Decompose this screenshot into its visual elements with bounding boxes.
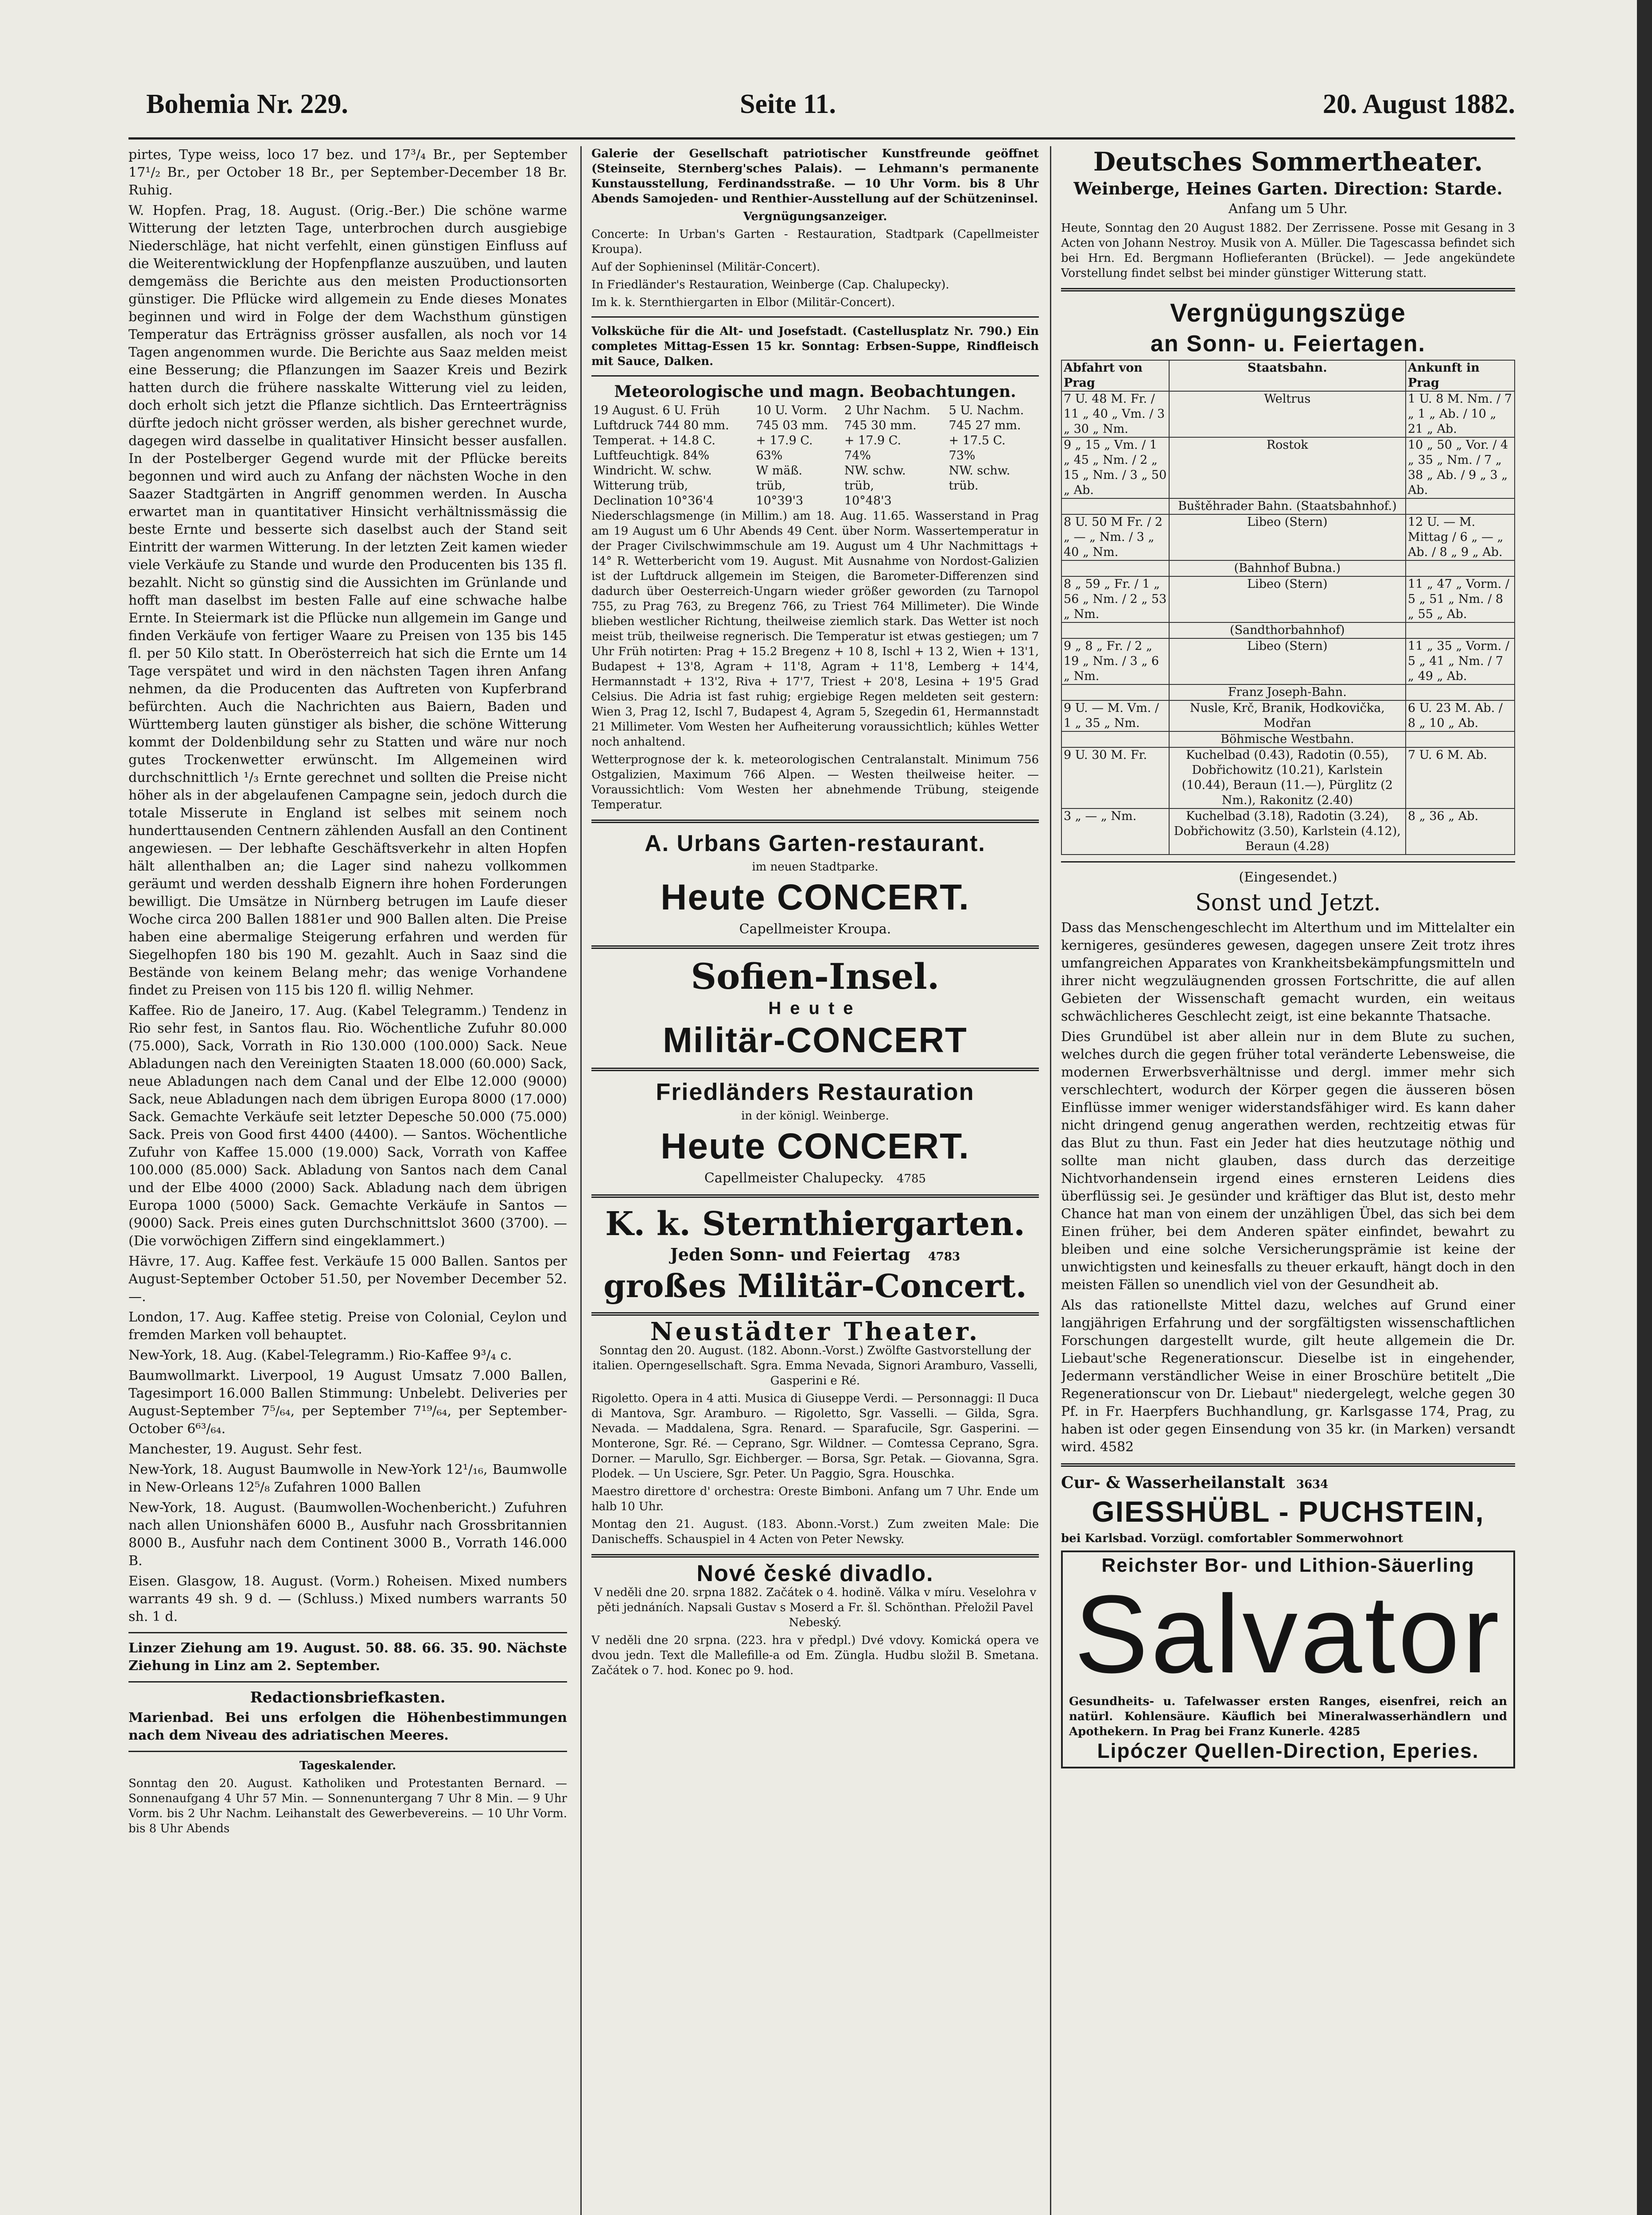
meteo-cell: 5 U. Nachm. [948, 404, 1024, 417]
divider [591, 945, 1039, 949]
article-paragraph: New-York, 18. Aug. (Kabel-Telegramm.) Rio-Kaffee 9³/₄ c. [128, 1348, 512, 1363]
meteo-cell: W mäß. [756, 464, 803, 478]
timetable-cell: 7 U. 6 M. Ab. [1406, 747, 1515, 808]
galerie-notice: Galerie der Gesellschaft patriotischer Kunstfreunde geöffnet (Steinseite, Sternberg'sches Palais). — Lehmann's permanente Kunstausstellung, Ferdinandsstraße. — 10 Uhr Vorm. bis 8 Uhr Abends Samojeden- und Renthier-Ausstellung auf der Schützeninsel. [591, 147, 1039, 206]
divider [1061, 861, 1515, 863]
ad-friedlaender-title: Friedländers Restauration [656, 1079, 975, 1105]
timetable-cell [1061, 498, 1169, 514]
meteo-cell: trüb, [756, 479, 786, 493]
ad-giesshuebl-sub: bei Karlsbad. Vorzügl. comfortabler Sommerwohnort [1061, 1532, 1403, 1545]
ad-giesshuebl: GIESSHÜBL - PUCHSTEIN, [1092, 1495, 1485, 1528]
nove-divadlo-title: Nové české divadlo. [696, 1561, 934, 1586]
ad-friedlaender-sub: in der königl. Weinberge. [741, 1109, 889, 1123]
timetable-cell [1061, 622, 1169, 638]
meteo-cell: 745 27 mm. [948, 419, 1021, 432]
timetable-row [1061, 622, 1515, 638]
meteo-cell: 63% [756, 449, 783, 462]
timetable-row [1061, 576, 1515, 622]
header-page-number: Seite 11. [740, 89, 836, 119]
meteo-cell: + 17.9 C. [844, 434, 902, 447]
salvator-text: Gesundheits- u. Tafelwasser ersten Ranges, eisenfrei, reich an natürl. Kohlensäure. Käuflich bei Mineralwasserhändlern und Apothekern. In Prag bei Franz Kunerle. 4285 [1069, 1695, 1507, 1738]
meteo-row [591, 418, 1039, 433]
article-paragraph: London, 17. Aug. Kaffee stetig. Preise von Colonial, Ceylon und fremden Marken voll behauptet. [128, 1310, 567, 1343]
divider [591, 1312, 1039, 1316]
timetable-cell [1061, 684, 1169, 700]
article-paragraph: pirtes, Type weiss, loco 17 bez. und 17³/₄ Br., per September 17¹/₂ Br., per October 18 Br., per September-December 18 Br. Ruhig. [128, 147, 567, 198]
column-divider [580, 146, 582, 2215]
timetable-cell: 9 „ 8 „ Fr. / 2 „ 19 „ Nm. / 3 „ 6 „ Nm. [1061, 638, 1169, 684]
timetable-cell: Libeo (Stern) [1169, 576, 1406, 622]
ad-sofien-title: Sofien-Insel. [691, 956, 940, 997]
ad-friedlaender-capellmeister: Capellmeister Chalupecky. 4785 [704, 1170, 926, 1186]
linzer-lottery: Linzer Ziehung am 19. August. 50. 88. 66. 35. 90. Nächste Ziehung in Linz am 2. September. [128, 1640, 567, 1674]
newspaper-page [128, 80, 1515, 2215]
column-divider [1050, 146, 1051, 2215]
header-rule [128, 137, 1515, 140]
timetable-row [1061, 700, 1515, 731]
meteo-cell: 73% [948, 449, 976, 462]
sommertheater-sub: Weinberge, Heines Garten. Direction: Starde. [1073, 179, 1503, 198]
timetable-cell: 1 U. 8 M. Nm. / 7 „ 1 „ Ab. / 10 „ 21 „ Ab. [1406, 391, 1515, 437]
column-market-reports [128, 146, 567, 2215]
timetable-cell: 11 „ 47 „ Vorm. / 5 „ 51 „ Nm. / 8 „ 55 „ Ab. [1406, 576, 1515, 622]
meteo-cell: 745 30 mm. [844, 419, 917, 432]
ad-sternthiergarten-concert: großes Militär-Concert. [603, 1267, 1027, 1305]
ad-cur-title: Cur- & Wasserheilanstalt 3634 [1061, 1473, 1329, 1492]
page-edge-shadow [1637, 0, 1652, 2215]
timetable-header: Ankunft in Prag [1406, 360, 1515, 391]
meteo-row [591, 494, 1039, 509]
section-title: Meteorologische und magn. Beobachtungen. [614, 382, 1016, 401]
meteo-cell: 74% [844, 449, 871, 462]
ad-sofien-concert: Militär-CONCERT [663, 1020, 968, 1060]
train-timetable [1061, 360, 1515, 855]
meteo-row [591, 433, 1039, 448]
timetable-row [1061, 684, 1515, 700]
article-iron: Eisen. Glasgow, 18. August. (Vorm.) Roheisen. Mixed numbers warrants 49 sh. 9 d. — (Schluss.) Mixed numbers warrants 50 sh. 1 d. [128, 1574, 567, 1624]
timetable-cell: 6 U. 23 M. Ab. / 8 „ 10 „ Ab. [1406, 700, 1515, 731]
timetable-row [1061, 514, 1515, 560]
sonst-und-jetzt-title: Sonst und Jetzt. [1195, 890, 1381, 916]
timetable-cell: Nusle, Krč, Branik, Hodkovička, Modřan [1169, 700, 1406, 731]
neustaedter-theater-title: Neustädter Theater. [650, 1317, 980, 1346]
concert-listing: Auf der Sophieninsel (Militär-Concert). [591, 260, 820, 274]
nove-divadlo-program: V neděli dne 20 srpna. (223. hra v předpl.) Dvé vdovy. Komická opera ve dvou jedn. Text dle Mallefille-a od Em. Züngla. Hudbu složil B. Smetana. Začátek o 7. hod. Konec po 9. hod. [591, 1634, 1039, 1677]
theater-cast: Rigoletto. Opera in 4 atti. Musica di Giuseppe Verdi. — Personnaggi: Il Duca di Mantova, Sgr. Aramburo. — Rigoletto, Sgr. Vasselli. — Gilda, Sgra. Nevada. — Maddalena, Sgra. Renard. — Sparafucile, Sgr. Gasperini. — Monterone, Sgr. Ré. — Ceprano, Sgr. Wildner. — Comtessa Ceprano, Sgra. Dorner. — Marullo, Sgr. Eichberger. — Borsa, Sgr. Petak. — Giovanna, Sgra. Plodek. — Un Usciere, Sgr. Peter. Un Paggio, Sgra. Houschka. [591, 1392, 1039, 1481]
article-paragraph: New-York, 18. August. (Baumwollen-Wochenbericht.) Zufuhren nach allen Unionshäfen 6000 B., Ausfuhr nach Grossbritannien 8000 B., Ausfuhr nach dem Continent 3000 B., Vorrath 146.000 B. [128, 1500, 567, 1569]
timetable-cell: Libeo (Stern) [1169, 638, 1406, 684]
timetable-row [1061, 638, 1515, 684]
meteo-cell: Luftdruck 744 80 mm. [593, 419, 729, 432]
timetable-cell: (Bahnhof Bubna.) [1169, 560, 1406, 576]
meteo-row [591, 448, 1039, 463]
meteo-cell: + 17.9 C. [756, 434, 813, 447]
meteo-row [591, 478, 1039, 494]
meteo-cell: Windricht. W. schw. [593, 464, 712, 478]
meteo-cell: NW. schw. [948, 464, 1011, 478]
salvator-tagline: Reichster Bor- und Lithion-Säuerling [1101, 1554, 1475, 1576]
timetable-cell: 9 U. — M. Vm. / 1 „ 35 „ Nm. [1061, 700, 1169, 731]
meteo-row [591, 463, 1039, 478]
timetable-cell: 11 „ 35 „ Vorm. / 5 „ 41 „ Nm. / 7 „ 49 „ Ab. [1406, 638, 1515, 684]
timetable-cell: 9 „ 15 „ Vm. / 1 „ 45 „ Nm. / 2 „ 15 „ Nm. / 3 „ 50 „ Ab. [1061, 437, 1169, 498]
redaction-note: Marienbad. Bei uns erfolgen die Höhenbestimmungen nach dem Niveau des adriatischen Meeres. [128, 1710, 567, 1743]
timetable-cell: 10 „ 50 „ Vor. / 4 „ 35 „ Nm. / 7 „ 38 „ Ab. / 9 „ 3 „ Ab. [1406, 437, 1515, 498]
calendar-text: Sonntag den 20. August. Katholiken und Protestanten Bernard. — Sonnenaufgang 4 Uhr 57 Min. — Sonnenuntergang 7 Uhr 8 Min. — 9 Uhr Vorm. bis 2 Uhr Nachm. Leihanstalt des Gewerbevereins. — 10 Uhr Vorm. bis 8 Uhr Abends [128, 1777, 567, 1835]
divider [128, 1681, 567, 1683]
ad-urban-title: A. Urbans Garten-restaurant. [645, 831, 986, 856]
section-title: Redactionsbriefkasten. [250, 1689, 446, 1706]
article-cotton: Baumwollmarkt. Liverpool, 19 August Umsatz 7.000 Ballen, Tagesimport 16.000 Ballen Stimmung: Unbelebt. Deliveries per August-September 7⁵/₆₄, per September 7¹⁹/₆₄, per September-October 6⁶³/₆₄. [128, 1368, 567, 1437]
meteo-cell: NW. schw. [844, 464, 906, 478]
timetable-row [1061, 731, 1515, 747]
divider [591, 1554, 1039, 1558]
timetable-cell: 8 U. 50 M Fr. / 2 „ — „ Nm. / 3 „ 40 „ Nm. [1061, 514, 1169, 560]
divider [1061, 288, 1515, 291]
article-coffee: Kaffee. Rio de Janeiro, 17. Aug. (Kabel Telegramm.) Tendenz in Rio sehr fest, in Santos flau. Rio. Wöchentliche Zufuhr 80.000 (75.000), Sack, Vorrath in Rio 130.000 (100.000) Sack. Neue Abladungen nach den Vereinigten Staaten 18.000 (60.000) Sack, neue Abladungen nach dem Canal und der Elbe 12.000 (9000) Sack, neue Abladungen nach dem übrigen Europa 8000 (17.000) Sack. Gemachte Verkäufe seit letzter Depesche 50.000 (75.000) Sack. Preis von Good first 4400 (4400). — Santos. Wöchentliche Zufuhr von Kaffee 15.000 (19.000) Sack, Vorrath von Kaffee 100.000 (85.000) Sack. Abladung von Santos nach dem Canal und der Elbe 4000 (2000) Sack. Abladung nach dem übrigen Europa 1000 (5000) Sack. Gemachte Verkäufe in Santos — (9000) Sack. Preis eines guten Durchschnittslot 3600 (3700). — (Die vorwöchigen Ziffern sind eingeklammert.) [128, 1003, 567, 1249]
timetable-row [1061, 808, 1515, 855]
article-paragraph: Dass das Menschengeschlecht im Alterthum und im Mittelalter ein kernigeres, gesünderes gewesen, dagegen unsere Zeit trotz ihres umfangreichen Apparates von Krankheitsbekämpfungsmitteln und ihrer nicht wegzuläugnenden grossen Fortschritte, die auf allen Gebieten der Wissenschaft gemacht wurden, ein weitaus schwächlicheres Geschlecht zeigt, ist eine bekannte Thatsache. [1061, 920, 1515, 1024]
salvator-footer: Lipóczer Quellen-Direction, Eperies. [1097, 1739, 1479, 1762]
timetable-cell: 9 U. 30 M. Fr. [1061, 747, 1169, 808]
timetable-cell: Rostok [1169, 437, 1406, 498]
timetable-cell [1406, 731, 1515, 747]
header-date: 20. August 1882. [1322, 89, 1515, 119]
meteo-cell: Witterung trüb, [593, 479, 688, 493]
meteo-cell: 10 U. Vorm. [756, 404, 828, 417]
timetable-cell: 3 „ — „ Nm. [1061, 808, 1169, 855]
timetable-row [1061, 391, 1515, 437]
volkskueche-notice: Volksküche für die Alt- und Josefstadt. (Castellusplatz Nr. 790.) Ein completes Mittag-Essen 15 kr. Sonntag: Erbsen-Suppe, Rindfleisch mit Sauce, Dalken. [591, 325, 1039, 368]
page-header [128, 89, 1515, 133]
sommertheater-title: Deutsches Sommertheater. [1093, 147, 1483, 177]
meteo-report: Niederschlagsmenge (in Millim.) am 18. Aug. 11.65. Wasserstand in Prag am 19 August um 6 Uhr Abends 49 Cent. über Norm. Wassertemperatur in der Prager Civilschwimmschule am 19. August um 4 Uhr Nachmittags + 14° R. Wetterbericht vom 19. August. Mit Ausnahme von Nordost-Galizien ist der Luftdruck allgemein im Steigen, die Barometer-Differenzen sind dadurch über Oesterreich-Ungarn wieder größer geworden (zu Tarnopol 755, zu Prag 763, zu Bregenz 766, zu Triest 764 Millimeter). Die Winde blieben westlicher Richtung, theilweise ziemlich stark. Das Wetter ist noch meist trüb, theilweise regnerisch. Die Temperatur ist etwas gestiegen; um 7 Uhr Früh notirten: Prag + 15.2 Bregenz + 10 8, Ischl + 13 2, Wien + 13'1, Budapest + 13'8, Agram + 11'8, Agram + 11'8, Lemberg + 14'4, Hermannstadt + 13'2, Riva + 17'7, Triest + 20'8, Lesina + 19'5 Grad Celsius. Die Adria ist fast ruhig; ergiebige Regen meldeten seit gestern: Wien 3, Prag 12, Ischl 7, Budapest 4, Agram 5, Szegedin 61, Hermannstadt 21 Millimeter. Vom Westen her Aufheiterung voraussichtlich; kühles Wetter noch anhaltend. [591, 509, 1039, 749]
concert-listing: In Friedländer's Restauration, Weinberge (Cap. Chalupecky). [591, 278, 949, 291]
weather-forecast: Wetterprognose der k. k. meteorologischen Centralanstalt. Minimum 756 Ostgalizien, Maximum 766 Alpen. — Westen theilweise heiter. — Voraussichtlich: Vom Westen her abnehmende Trübung, steigende Temperatur. [591, 753, 1039, 812]
ad-sternthiergarten-sub: Jeden Sonn- und Feiertag 4783 [670, 1244, 960, 1264]
timetable-cell [1406, 622, 1515, 638]
timetable-row [1061, 747, 1515, 808]
eingesendet-label: (Eingesendet.) [1239, 870, 1337, 885]
sommertheater-anfang: Anfang um 5 Uhr. [1228, 201, 1348, 217]
timetable-cell: Böhmische Westbahn. [1169, 731, 1406, 747]
meteo-cell: Temperat. + 14.8 C. [593, 434, 715, 447]
sommertheater-text: Heute, Sonntag den 20 August 1882. Der Zerrissene. Posse mit Gesang in 3 Acten von Johann Nestroy. Musik von A. Müller. Die Tagescassa befindet sich bei Hrn. Ed. Bergmann Hoflieferanten (Brückel). — Jede angekündete Vorstellung findet selbst bei minder günstiger Witterung statt. [1061, 222, 1515, 280]
timetable-row [1061, 437, 1515, 498]
theater-announcement: Sonntag den 20. August. (182. Abonn.-Vorst.) Zwölfte Gastvorstellung der italien. Operngesellschaft. Sgra. Emma Nevada, Signori Aramburo, Vasselli, Gasperini e Ré. [592, 1344, 1038, 1387]
theater-next: Montag den 21. August. (183. Abonn.-Vorst.) Zum zweiten Male: Die Danischeffs. Schauspiel in 4 Acten von Peter Newsky. [591, 1518, 1039, 1546]
timetable-cell: Kuchelbad (3.18), Radotin (3.24), Dobřichowitz (3.50), Karlstein (4.12), Beraun (4.28) [1169, 808, 1406, 855]
article-paragraph: Dies Grundübel ist aber allein nur in dem Blute zu suchen, welches durch die gegen früher total veränderte Lebensweise, die modernen Erwerbsverhältnisse und dergl. immer mehr sich verschlechtert, wodurch der Körper gegen die äusseren bösen Einflüsse immer weniger widerstandsfähiger wird. Es kann daher nicht dringend genug angerathen werden, rechtzeitig etwas für das Blut zu thun. Fast ein Jeder hat dies heutzutage nöthig und sollte man nicht glauben, dass durch das derzeitige Nichtvorhandensein irgend eines ernsteren Leidens dies überflüssig sei. Je gesünder und kräftiger das Blut ist, desto mehr Chance hat man von einem der unzähligen Übel, das sich bei dem Einen früher, bei dem Anderen später einfindet, bewahrt zu bleiben und eine solche Versicherungsprämie ist keine der unwichtigsten und keinesfalls zu theuer erkauft, hängt doch in den meisten Fällen so unendlich viel von der Gesundheit ab. [1061, 1029, 1515, 1293]
divider [591, 1194, 1039, 1198]
ad-sofien-heute: Heute [768, 999, 862, 1018]
meteo-cell: Luftfeuchtigk. 84% [593, 449, 710, 462]
vergnuegungszuege-title: Vergnügungszüge [1170, 299, 1406, 327]
article-paragraph: Als das rationellste Mittel dazu, welches auf Grund einer langjährigen Erfahrung und der sorgfältigsten wissenschaftlichen Forschungen dargestellt wurde, gilt heute allgemein die Dr. Liebaut'sche Regenerationscur. Dieselbe ist in eingehender, Jedermann verständlicher Weise in einer Broschüre betitelt „Die Regenerationscur von Dr. Liebaut" niedergelegt, welche gegen 30 Pf. in Fr. Haerpfers Buchhandlung, gr. Karlsgasse 174, Prag, zu haben ist oder gegen Einsendung von 35 kr. (in Marken) versandt wird. 4582 [1061, 1298, 1515, 1455]
theater-times: Maestro direttore d' orchestra: Oreste Bimboni. Anfang um 7 Uhr. Ende um halb 10 Uhr. [591, 1485, 1039, 1513]
meteo-cell: 19 August. 6 U. Früh [593, 404, 720, 417]
nove-divadlo-program: V neděli dne 20. srpna 1882. Začátek o 4. hodině. Válka v míru. Veselohra v pěti jednáních. Napsali Gustav s Moserd a Fr. šl. Schönthan. Přeložil Pavel Nebeský. [594, 1586, 1037, 1629]
meteo-cell [947, 494, 1039, 509]
timetable-cell: Buštěhrader Bahn. (Staatsbahnhof.) [1169, 498, 1406, 514]
timetable-header: Abfahrt von Prag [1061, 360, 1169, 391]
concert-listing: Concerte: In Urban's Garten - Restauration, Stadtpark (Capellmeister Kroupa). [591, 228, 1039, 256]
timetable-cell: (Sandthorbahnhof) [1169, 622, 1406, 638]
divider [128, 1632, 567, 1633]
timetable-cell: Libeo (Stern) [1169, 514, 1406, 560]
vergnuegungszuege-sub: an Sonn- u. Feiertagen. [1151, 331, 1426, 357]
timetable-cell: 8 „ 59 „ Fr. / 1 „ 56 „ Nm. / 2 „ 53 „ Nm. [1061, 576, 1169, 622]
timetable-cell: Weltrus [1169, 391, 1406, 437]
meteo-cell: + 17.5 C. [948, 434, 1006, 447]
timetable-cell: Franz Joseph-Bahn. [1169, 684, 1406, 700]
article-hops: W. Hopfen. Prag, 18. August. (Orig.-Ber.) Die schöne warme Witterung der letzten Tage, unterbrochen durch ausgiebige Niederschläge, hat nicht verfehlt, einen günstigen Einfluss auf die Weiterentwicklung der Hopfenpflanze auszuüben, und lauten demgemäss die Berichte aus den meisten Productionsorten günstiger. Die Pflücke wird allgemein zu Ende dieses Monates beginnen und wird in Folge der dem Wachsthum günstigen Temperatur das Erträgniss grösser ausfallen, als noch vor 14 Tagen angenommen wurde. Die Berichte aus Saaz melden meist eine Besserung; die Pflanzungen im Saazer Kreis und Bezirk hatten durch die frühere nasskalte Witterung viel zu leiden, doch erholt sich jetzt die Pflanze sichtlich. Das Ernteerträgniss dürfte jedoch nicht grösser werden, als bisher gerechnet wurde, dagegen wird dasselbe in qualitativer Hinsicht besser ausfallen. In der Postelberger Gegend wurde mit der Pflücke bereits begonnen und wird auch zu Anfang der nächsten Woche in den Saazer Stadtgärten in Angriff genommen werden. In Auscha erwartet man in quantitativer Hinsicht verhältnissmässig die beste Ernte und besserte sich daselbst auch der Stand seit Eintritt der warmen Witterung. In der letzten Zeit kamen wieder viele Verkäufe zu Stande und wurde den Producenten bis 135 fl. bezahlt. Nicht so günstig sind die Aussichten im Grünlande und hofft man daselbst im besten Falle auf eine schwache halbe Ernte. In Steiermark ist die Pflücke nun allgemein im Gange und finden Verkäufe von fertiger Waare zu Preisen von 135 bis 145 fl. per 50 Kilo statt. In Oberösterreich hat sich die Ernte um 14 Tage verspätet und wird in den nächsten Tagen ihren Anfang nehmen, da die Producenten das Auftreten von Kupferbrand befürchten. Auch die Nachrichten aus Baiern, Baden und Württemberg lauten günstiger als bisher, die schöne Witterung kommt der Doldenbildung sehr zu Statten und wäre nur noch gutes Trockenwetter erwünscht. Im Allgemeinen wird durchschnittlich ¹/₃ Ernte gerechnet und sollten die Preise nicht höher als in der abgelaufenen Campagne sein, jedoch durch die totale Misserute in England ist selbes mit seinem noch hunderttausenden Centnern zählenden Ausfall an den Continent angewiesen. — Der lebhafte Geschäftsverkehr in alten Hopfen hält allenthalben an; die Lager sind nahezu vollkommen geräumt und werden desshalb Eignern ihre hohen Forderungen bewilligt. Die Umsätze in Nürnberg betrugen im Laufe dieser Woche circa 200 Ballen 1881er und 900 Ballen alten. Die Preise haben eine abermalige Steigerung erfahren und werden für Siegelhopfen 180 bis 190 M. gezahlt. Auch in Saaz sind die Bestände von keinem Belang mehr; das wenige Vorhandene findet zu Preisen von 115 bis 120 fl. willig Nehmer. [128, 203, 567, 998]
meteo-cell: trüb. [948, 479, 979, 493]
timetable-cell: 8 „ 36 „ Ab. [1406, 808, 1515, 855]
divider [128, 1751, 567, 1752]
concert-listing: Im k. k. Sternthiergarten in Elbor (Militär-Concert). [591, 296, 895, 309]
header-title: Bohemia Nr. 229. [146, 89, 348, 119]
article-paragraph: Hävre, 17. Aug. Kaffee fest. Verkäufe 15 000 Ballen. Santos per August-September October 51.50, per November December 52.—. [128, 1254, 567, 1305]
column-entertainment [591, 146, 1039, 2215]
divider [591, 375, 1039, 377]
meteo-cell: 10°39'3 [756, 494, 804, 508]
column-ads [1061, 146, 1515, 2215]
timetable-cell [1406, 684, 1515, 700]
timetable-cell: 7 U. 48 M. Fr. / 11 „ 40 „ Vm. / 3 „ 30 „ Nm. [1061, 391, 1169, 437]
ad-urban-sub: im neuen Stadtparke. [752, 860, 878, 874]
section-title: Vergnügungsanzeiger. [743, 210, 887, 223]
timetable-cell [1406, 560, 1515, 576]
meteo-cell: trüb, [844, 479, 874, 493]
meteo-cell: 2 Uhr Nachm. [844, 404, 930, 417]
meteo-cell: 745 03 mm. [756, 419, 828, 432]
salvator-logo: Salvator [1074, 1572, 1502, 1696]
ad-friedlaender-concert: Heute CONCERT. [661, 1126, 970, 1166]
section-title: Tageskalender. [299, 1759, 396, 1772]
meteo-row [591, 403, 1039, 418]
divider [591, 316, 1039, 318]
ad-sternthiergarten-title: K. k. Sternthiergarten. [605, 1205, 1025, 1243]
divider [591, 820, 1039, 823]
article-paragraph: New-York, 18. August Baumwolle in New-York 12¹/₁₆, Baumwolle in New-Orleans 12⁵/₈ Zufahren 1000 Ballen [128, 1462, 567, 1495]
meteo-cell: 10°48'3 [844, 494, 892, 508]
timetable-cell [1406, 498, 1515, 514]
ad-urban-capellmeister: Capellmeister Kroupa. [739, 921, 891, 937]
timetable-header: Staatsbahn. [1169, 360, 1406, 391]
meteo-cell: Declination 10°36'4 [593, 494, 714, 508]
timetable-cell: 12 U. — M. Mittag / 6 „ — „ Ab. / 8 „ 9 „ Ab. [1406, 514, 1515, 560]
divider [1061, 1463, 1515, 1467]
divider [591, 1068, 1039, 1071]
timetable-cell [1061, 731, 1169, 747]
timetable-row [1061, 498, 1515, 514]
ad-urban-concert: Heute CONCERT. [661, 877, 970, 917]
timetable-cell: Kuchelbad (0.43), Radotin (0.55), Dobřichowitz (10.21), Karlstein (10.44), Beraun (11.—), Pürglitz (2 Nm.), Rakonitz (2.40) [1169, 747, 1406, 808]
article-paragraph: Manchester, 19. August. Sehr fest. [128, 1442, 362, 1457]
meteo-table [591, 403, 1039, 509]
timetable-cell [1061, 560, 1169, 576]
ad-salvator [1061, 1550, 1515, 1768]
timetable-row [1061, 560, 1515, 576]
